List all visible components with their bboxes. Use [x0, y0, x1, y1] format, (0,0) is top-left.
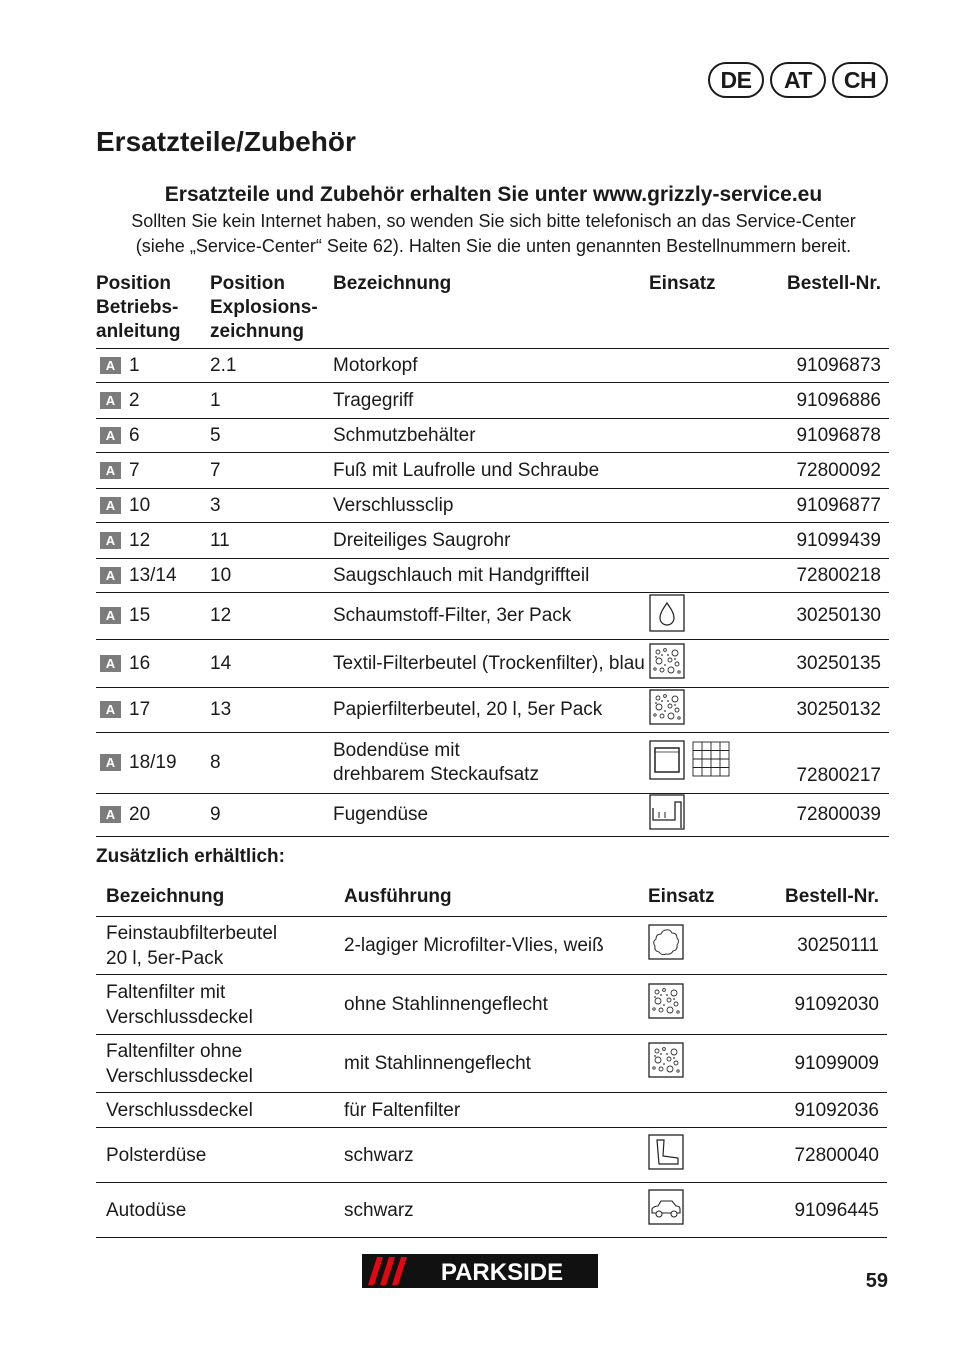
accessory-name-line: Verschlussdeckel — [106, 1065, 253, 1087]
part-name: Motorkopf — [333, 354, 418, 376]
pos-manual: 16 — [129, 652, 151, 674]
header-variant: Ausführung — [344, 886, 452, 907]
pos-drawing: 1 — [210, 389, 221, 411]
section-badge: A — [100, 462, 121, 479]
pos-manual: 6 — [129, 424, 140, 446]
pos-drawing: 8 — [210, 752, 221, 773]
intro-heading: Ersatzteile und Zubehör erhalten Sie unter www.grizzly-service.eu — [164, 183, 823, 206]
accessory-variant: 2-lagiger Microfilter-Vlies, weiß — [344, 935, 604, 956]
order-number: 30250135 — [796, 652, 881, 674]
order-number: 30250130 — [796, 605, 881, 626]
order-number: 91096877 — [796, 494, 881, 516]
table-row — [96, 453, 889, 489]
header-name: Bezeichnung — [333, 273, 452, 294]
accessory-name-line: Faltenfilter mit — [106, 981, 226, 1003]
header-pos-drawing — [210, 272, 333, 349]
header-order: Bestell-Nr. — [785, 886, 879, 907]
accessories-table — [96, 884, 887, 1238]
table-row — [96, 559, 889, 593]
table-row — [96, 383, 889, 419]
parts-table — [96, 272, 889, 837]
order-number: 30250111 — [797, 935, 879, 956]
seat-icon — [648, 1134, 684, 1177]
pos-drawing: 14 — [210, 652, 232, 674]
pos-drawing: 12 — [210, 605, 232, 626]
order-number: 91096873 — [796, 354, 881, 376]
brand-text: PARKSIDE — [440, 1259, 564, 1286]
accessory-name-line: Autodüse — [106, 1199, 187, 1221]
car-icon — [648, 1189, 684, 1232]
table-row — [96, 1183, 887, 1238]
order-number: 91096445 — [794, 1199, 879, 1221]
pos-drawing: 10 — [210, 564, 232, 586]
table-row — [96, 349, 889, 383]
crevice-icon — [649, 794, 685, 836]
pos-drawing: 11 — [210, 529, 230, 551]
accessory-name-line: Verschlussdeckel — [106, 1099, 253, 1121]
table-row — [96, 975, 887, 1035]
dust-icon — [648, 983, 684, 1026]
intro-line-1: Sollten Sie kein Internet haben, so wenden Sie sich bitte telefonisch an das Service-Center — [131, 211, 856, 231]
accessory-variant: für Faltenfilter — [344, 1099, 461, 1121]
drop-icon — [649, 594, 685, 638]
accessory-variant: schwarz — [344, 1199, 414, 1221]
order-number: 91096878 — [796, 424, 881, 446]
accessory-variant: ohne Stahlinnengeflecht — [344, 994, 548, 1015]
section-badge: A — [100, 392, 121, 409]
header-text: Betriebs- — [96, 297, 179, 318]
pos-drawing: 9 — [210, 804, 221, 825]
pos-manual: 15 — [129, 605, 151, 626]
table-row — [96, 794, 889, 837]
part-name: Fugendüse — [333, 804, 429, 825]
dust-icon — [649, 643, 685, 685]
header-usage: Einsatz — [648, 886, 715, 907]
part-name: Dreiteiliges Saugrohr — [333, 529, 511, 551]
header-text: Position — [210, 273, 285, 294]
order-number: 30250132 — [796, 699, 881, 720]
table-row — [96, 523, 889, 559]
part-name-line: drehbarem Steckaufsatz — [333, 764, 539, 785]
header-text: anleitung — [96, 321, 181, 342]
section-badge: A — [100, 532, 121, 549]
accessory-variant: mit Stahlinnengeflecht — [344, 1053, 531, 1074]
part-name: Schmutzbehälter — [333, 424, 476, 446]
pos-manual: 7 — [129, 459, 140, 481]
header-pos-manual — [96, 272, 210, 349]
pos-drawing: 3 — [210, 494, 221, 516]
part-name: Textil-Filterbeutel (Trockenfilter), blau — [333, 652, 645, 674]
header-order: Bestell-Nr. — [787, 273, 881, 294]
table-row — [96, 1093, 887, 1128]
accessory-name-line: Feinstaubfilterbeutel — [106, 922, 278, 944]
accessory-name-line: 20 l, 5er-Pack — [106, 947, 224, 969]
table-row — [96, 688, 889, 733]
table-row — [96, 489, 889, 523]
additional-heading: Zusätzlich erhältlich: — [96, 846, 285, 867]
part-name: Fuß mit Laufrolle und Schraube — [333, 459, 600, 481]
order-number: 91092036 — [794, 1099, 879, 1121]
pos-manual: 17 — [129, 699, 151, 720]
lang-badge-at: AT — [770, 62, 826, 98]
pos-manual: 18/19 — [129, 752, 177, 773]
section-badge: A — [100, 427, 121, 444]
dust-icon — [649, 689, 685, 731]
section-badge: A — [100, 567, 121, 584]
intro-line-2: (siehe „Service-Center“ Seite 62). Halten Sie die unten genannten Bestellnummern bereit. — [135, 236, 852, 256]
table-row — [96, 419, 889, 453]
page-number: 59 — [865, 1270, 888, 1292]
order-number: 72800092 — [796, 459, 881, 481]
pos-manual: 20 — [129, 804, 151, 825]
order-number: 72800040 — [794, 1144, 879, 1166]
table-row — [96, 917, 887, 975]
pos-drawing: 7 — [210, 459, 221, 481]
parts-header-row — [96, 272, 889, 349]
intro-block — [96, 183, 891, 259]
pos-drawing: 2.1 — [210, 354, 237, 376]
accessory-name-line: Polsterdüse — [106, 1144, 207, 1166]
section-badge: A — [100, 655, 121, 672]
section-badge: A — [100, 806, 121, 823]
pos-manual: 1 — [129, 354, 140, 376]
section-badge: A — [100, 607, 121, 624]
section-badge: A — [100, 701, 121, 718]
header-name: Bezeichnung — [106, 886, 225, 907]
language-badges — [708, 62, 888, 98]
order-number: 72800218 — [796, 564, 881, 586]
accessory-name-line: Faltenfilter ohne — [106, 1040, 243, 1062]
pos-drawing: 13 — [210, 699, 232, 720]
fine-dust-icon — [648, 924, 684, 967]
part-name-line: Bodendüse mit — [333, 740, 460, 761]
table-row — [96, 640, 889, 688]
parkside-logo — [362, 1254, 598, 1288]
pos-manual: 10 — [129, 494, 151, 516]
order-number: 72800217 — [796, 765, 881, 786]
header-text: zeichnung — [210, 321, 304, 342]
order-number: 91099439 — [796, 529, 881, 551]
order-number: 91099009 — [794, 1053, 879, 1074]
dust-icon — [648, 1042, 684, 1085]
section-badge: A — [100, 497, 121, 514]
header-text: Explosions- — [210, 297, 318, 318]
part-name: Tragegriff — [333, 389, 414, 411]
lang-badge-ch: CH — [832, 62, 888, 98]
header-usage: Einsatz — [649, 273, 716, 294]
pos-manual: 2 — [129, 389, 140, 411]
page-title: Ersatzteile/Zubehör — [96, 126, 356, 157]
accessory-variant: schwarz — [344, 1144, 414, 1166]
table-row — [96, 1035, 887, 1093]
table-row — [96, 1128, 887, 1183]
pos-drawing: 5 — [210, 424, 221, 446]
accessories-header-row — [96, 884, 887, 917]
floor-tile-icon — [649, 740, 731, 786]
accessory-name-line: Verschlussdeckel — [106, 1006, 253, 1028]
part-name: Schaumstoff-Filter, 3er Pack — [333, 605, 572, 626]
pos-manual: 13/14 — [129, 564, 177, 586]
pos-manual: 12 — [129, 529, 151, 551]
part-name: Saugschlauch mit Handgriffteil — [333, 564, 590, 586]
header-text: Position — [96, 273, 171, 294]
table-row — [96, 593, 889, 640]
order-number: 91096886 — [796, 389, 881, 411]
part-name: Verschlussclip — [333, 494, 454, 516]
table-row — [96, 733, 889, 794]
order-number: 91092030 — [794, 994, 879, 1015]
section-badge: A — [100, 357, 121, 374]
section-badge: A — [100, 754, 121, 771]
order-number: 72800039 — [796, 804, 881, 825]
part-name: Papierfilterbeutel, 20 l, 5er Pack — [333, 699, 603, 720]
lang-badge-de: DE — [708, 62, 764, 98]
